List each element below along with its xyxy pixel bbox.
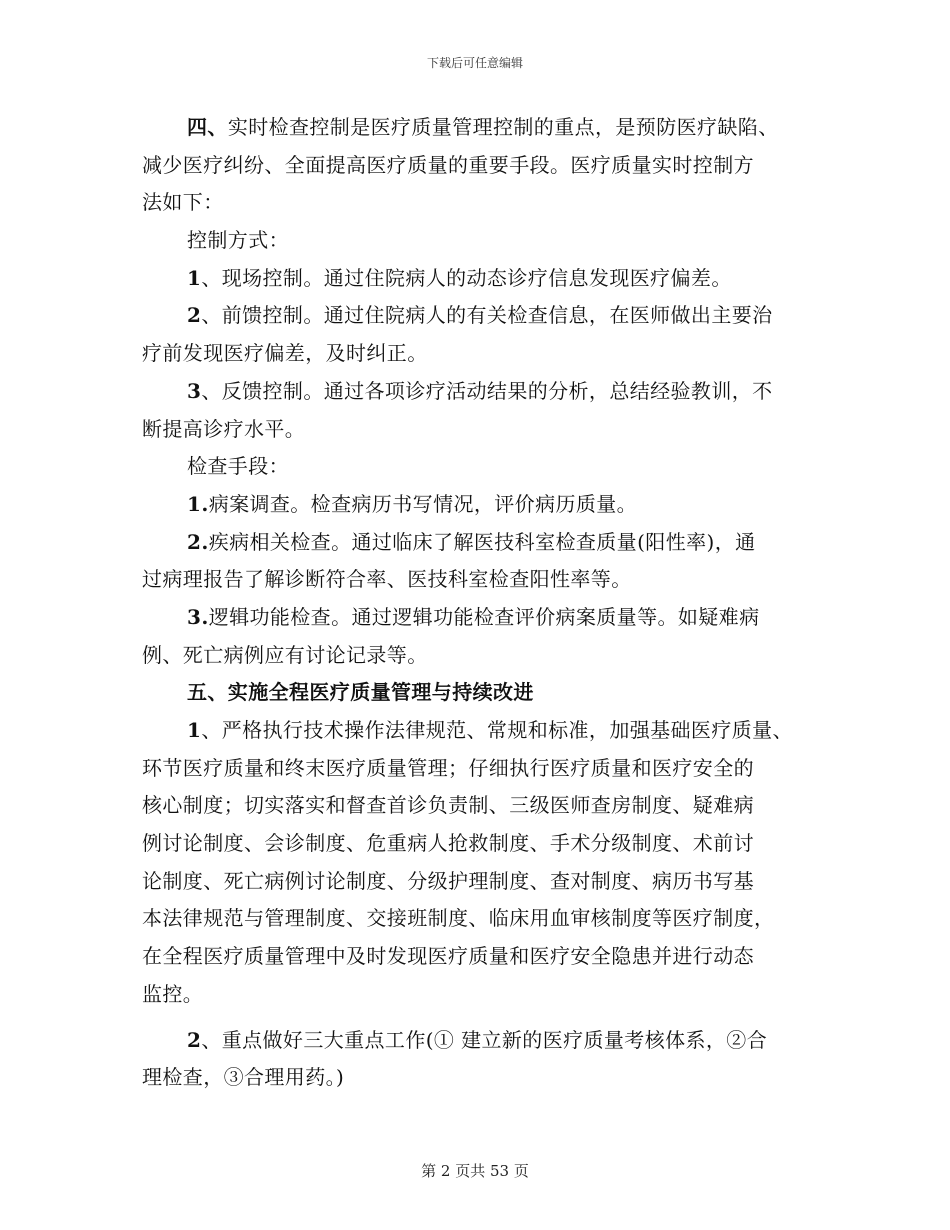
- control-item-2-number: 2: [187, 303, 202, 328]
- control-item-3-text: 、反馈控制。通过各项诊疗活动结果的分析，总结经验教训，不: [201, 378, 773, 403]
- control-item-3-line-2: 断提高诊疗水平。: [142, 416, 306, 441]
- control-item-1-number: 1: [187, 265, 202, 290]
- check-item-1-number: 1.: [187, 491, 209, 516]
- paragraph-4-line-2: 减少医疗纠纷、全面提高医疗质量的重要手段。医疗质量实时控制方: [142, 152, 754, 177]
- check-item-1-text: 病案调查。检查病历书写情况，评价病历质量。: [208, 491, 638, 516]
- control-item-1: [142, 260, 807, 298]
- section-5-item-1-line-1: [142, 712, 807, 750]
- section-5-item-2-line-2: 理检查，③合理用药。): [142, 1065, 345, 1090]
- check-item-1: [142, 486, 807, 524]
- control-methods-heading: 控制方式：: [187, 228, 289, 253]
- check-item-3-number: 3.: [187, 604, 209, 629]
- section-5-item-1-line-4: 例讨论制度、会诊制度、危重病人抢救制度、手术分级制度、术前讨: [142, 831, 754, 856]
- paragraph-4-text: 实时检查控制是医疗质量管理控制的重点，是预防医疗缺陷、: [227, 115, 779, 139]
- check-item-2-number: 2.: [187, 529, 209, 554]
- document-body: [142, 109, 807, 1097]
- section-5-item-2-number: 2: [187, 1027, 202, 1052]
- check-item-3-line-2: 例、死亡病例应有讨论记录等。: [142, 642, 428, 667]
- section-5-item-1-line-8: 监控。: [142, 981, 204, 1006]
- section-5-item-1-line-6: 本法律规范与管理制度、交接班制度、临床用血审核制度等医疗制度，: [142, 906, 775, 931]
- check-item-3-text: 逻辑功能检查。通过逻辑功能检查评价病案质量等。如疑难病: [208, 604, 760, 629]
- page-footer: 第 2 页共 53 页: [421, 1162, 529, 1180]
- section-4-number: 四、: [187, 115, 228, 139]
- section-5-item-2-line-1: [142, 1022, 807, 1060]
- check-methods-heading: 检查手段：: [187, 454, 289, 479]
- check-item-3-line-1: [142, 599, 807, 637]
- paragraph-4-line-3: 法如下：: [142, 190, 224, 215]
- check-item-2-line-2: 过病理报告了解诊断符合率、医技科室检查阳性率等。: [142, 567, 632, 592]
- section-5-item-2-text: 、重点做好三大重点工作(① 建立新的医疗质量考核体系，②合: [201, 1027, 768, 1052]
- paragraph-4-line-1: [142, 109, 807, 147]
- section-5-item-1-line-7: 在全程医疗质量管理中及时发现医疗质量和医疗安全隐患并进行动态: [142, 944, 754, 969]
- page-header: 下载后可任意编辑: [426, 56, 523, 70]
- control-item-2-text: 、前馈控制。通过住院病人的有关检查信息，在医师做出主要治: [201, 303, 773, 328]
- section-5-item-1-text: 、严格执行技术操作法律规范、常规和标准，加强基础医疗质量、: [201, 718, 793, 742]
- check-item-2-text: 疾病相关检查。通过临床了解医技科室检查质量(阳性率)，通: [208, 529, 756, 554]
- check-item-2-line-1: [142, 524, 807, 562]
- section-5-item-1-line-2: 环节医疗质量和终末医疗质量管理；仔细执行医疗质量和医疗安全的: [142, 755, 754, 780]
- section-5-item-1-line-3: 核心制度；切实落实和督查首诊负责制、三级医师查房制度、疑难病: [142, 793, 754, 818]
- section-5-item-1-number: 1: [187, 718, 202, 742]
- section-5-heading: 五、实施全程医疗质量管理与持续改进: [187, 680, 534, 705]
- control-item-3-number: 3: [187, 378, 202, 403]
- control-item-2-line-2: 疗前发现医疗偏差，及时纠正。: [142, 341, 428, 366]
- control-item-1-text: 、现场控制。通过住院病人的动态诊疗信息发现医疗偏差。: [201, 265, 732, 290]
- control-item-2-line-1: [142, 297, 807, 335]
- section-5-item-1-line-5: 论制度、死亡病例讨论制度、分级护理制度、查对制度、病历书写基: [142, 868, 754, 893]
- control-item-3-line-1: [142, 373, 807, 411]
